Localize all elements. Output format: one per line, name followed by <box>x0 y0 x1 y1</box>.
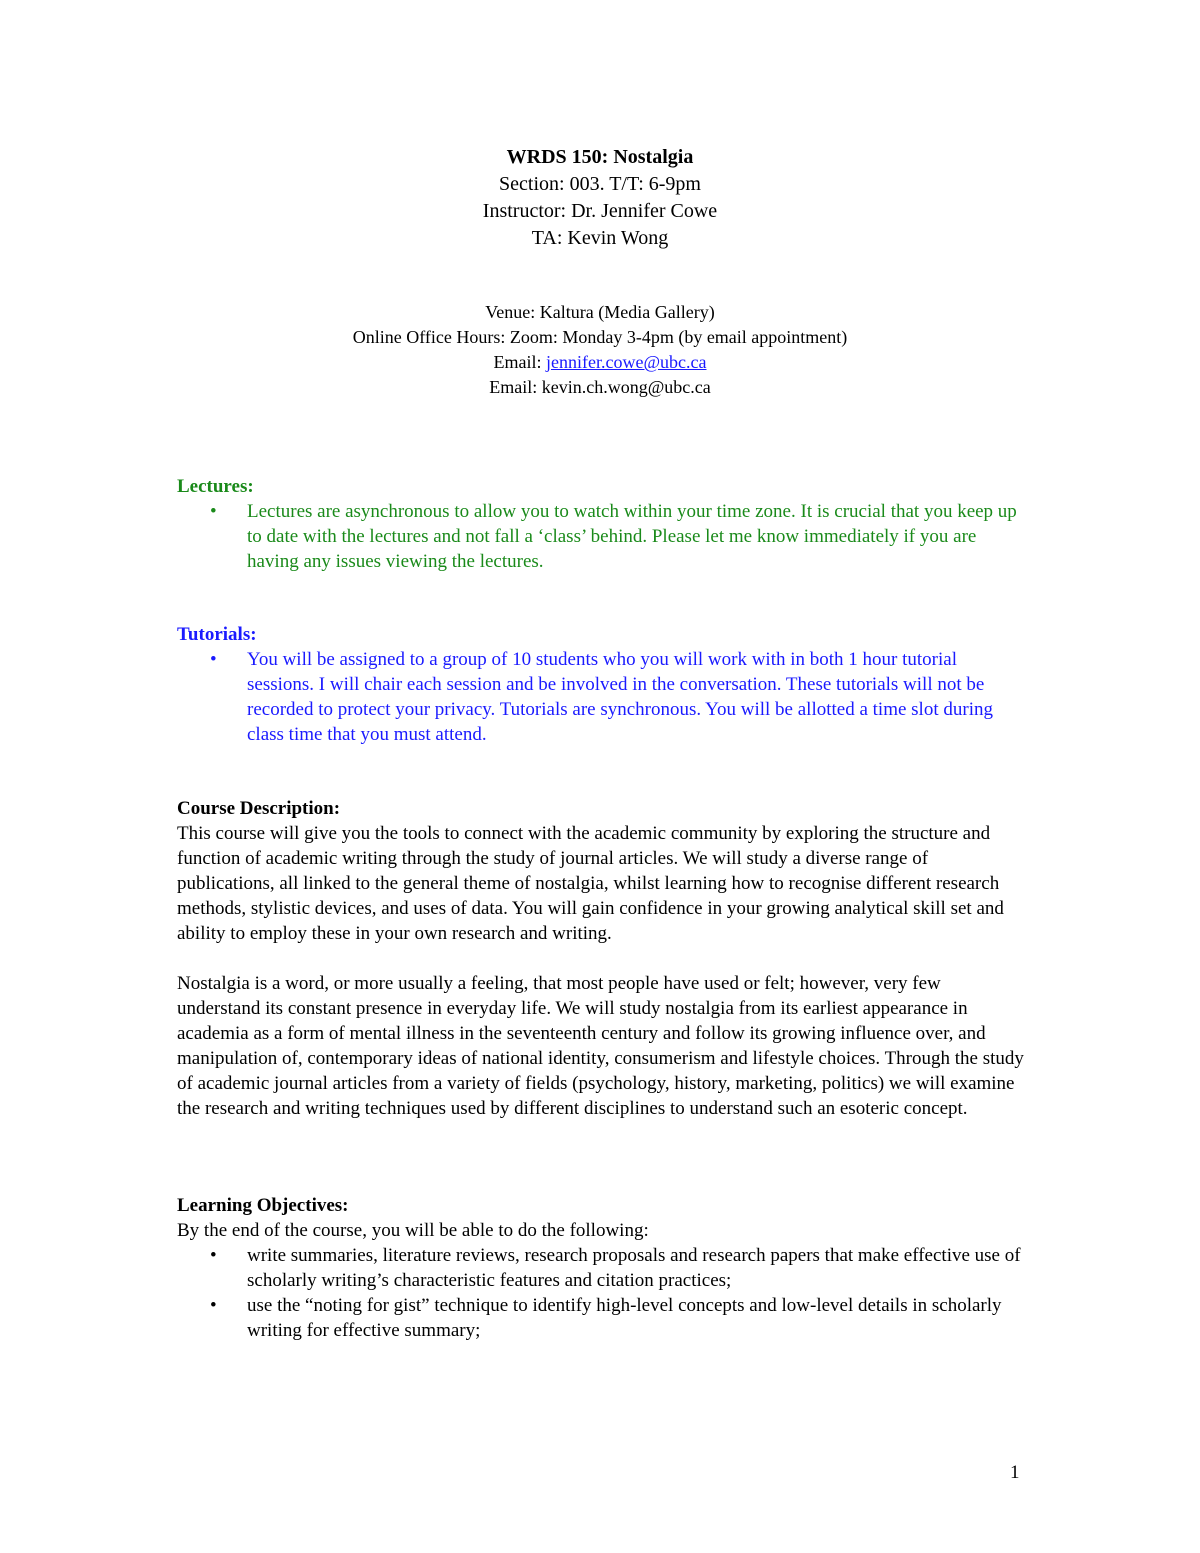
email-label: Email: <box>493 352 546 372</box>
bullet-icon: • <box>210 1295 217 1316</box>
lectures-section <box>177 474 1027 574</box>
objective-text: write summaries, literature reviews, research proposals and research papers that make effective use of scholarly writing’s characteristic features and citation practices; <box>247 1245 1021 1291</box>
course-description-paragraph: Nostalgia is a word, or more usually a feeling, that most people have used or felt; however, very few understand its constant presence in everyday life. We will study nostalgia from its earliest appearance in academia as a form of mental illness in the seventeenth century and follow its growing influence over, and manipulation of, contemporary ideas of national identity, consumerism and lifestyle choices. Through the study of academic journal articles from a variety of fields (psychology, history, marketing, politics) we will examine the research and writing techniques used by different disciplines to understand such an esoteric concept. <box>177 973 1024 1119</box>
learning-objectives-heading: Learning Objectives: <box>177 1195 349 1216</box>
ta-email-line: Email: kevin.ch.wong@ubc.ca <box>489 377 711 397</box>
course-title: WRDS 150: Nostalgia <box>506 146 694 168</box>
bullet-icon: • <box>210 501 217 522</box>
contact-block <box>0 300 1200 400</box>
course-description-section <box>177 796 1027 1121</box>
tutorials-heading: Tutorials: <box>177 624 257 645</box>
instructor-info: Instructor: Dr. Jennifer Cowe <box>482 200 718 222</box>
objective-text: use the “noting for gist” technique to identify high-level concepts and low-level details in scholarly writing for effective summary; <box>247 1295 1002 1341</box>
lectures-bullet-list <box>177 499 1027 574</box>
learning-objectives-list <box>177 1243 1027 1343</box>
course-description-heading: Course Description: <box>177 798 341 819</box>
list-item <box>177 1293 1027 1343</box>
course-header <box>0 144 1200 252</box>
tutorials-bullet-text: You will be assigned to a group of 10 students who you will work with in both 1 hour tutorial sessions. I will chair each session and be involved in the conversation. These tutorials will not be recorded to protect your privacy. Tutorials are synchronous. You will be allotted a time slot during class time that you must attend. <box>247 649 993 745</box>
section-info: Section: 003. T/T: 6-9pm <box>499 173 701 195</box>
instructor-email-link[interactable]: jennifer.cowe@ubc.ca <box>546 352 707 372</box>
list-item <box>177 1243 1027 1293</box>
course-description-paragraph: This course will give you the tools to connect with the academic community by exploring the structure and function of academic writing through the study of journal articles. We will study a diverse range of publications, all linked to the general theme of nostalgia, whilst learning how to recognise different research methods, stylistic devices, and uses of data. You will gain confidence in your growing analytical skill set and ability to employ these in your own research and writing. <box>177 823 1004 944</box>
ta-info: TA: Kevin Wong <box>531 227 669 249</box>
instructor-email-line <box>0 350 1200 375</box>
office-hours-info: Online Office Hours: Zoom: Monday 3-4pm (by email appointment) <box>352 327 848 347</box>
lectures-bullet-text: Lectures are asynchronous to allow you to watch within your time zone. It is crucial that you keep up to date with the lectures and not fall a ‘class’ behind. Please let me know immediately if you are having any issues viewing the lectures. <box>247 501 1017 572</box>
bullet-icon: • <box>210 1245 217 1266</box>
bullet-icon: • <box>210 649 217 670</box>
list-item <box>177 647 1027 747</box>
venue-info: Venue: Kaltura (Media Gallery) <box>485 302 715 322</box>
lectures-heading: Lectures: <box>177 476 254 497</box>
tutorials-bullet-list <box>177 647 1027 747</box>
learning-objectives-section <box>177 1193 1027 1343</box>
page-number: 1 <box>1010 1462 1020 1483</box>
list-item <box>177 499 1027 574</box>
tutorials-section <box>177 622 1027 747</box>
learning-objectives-intro: By the end of the course, you will be able to do the following: <box>177 1220 649 1241</box>
